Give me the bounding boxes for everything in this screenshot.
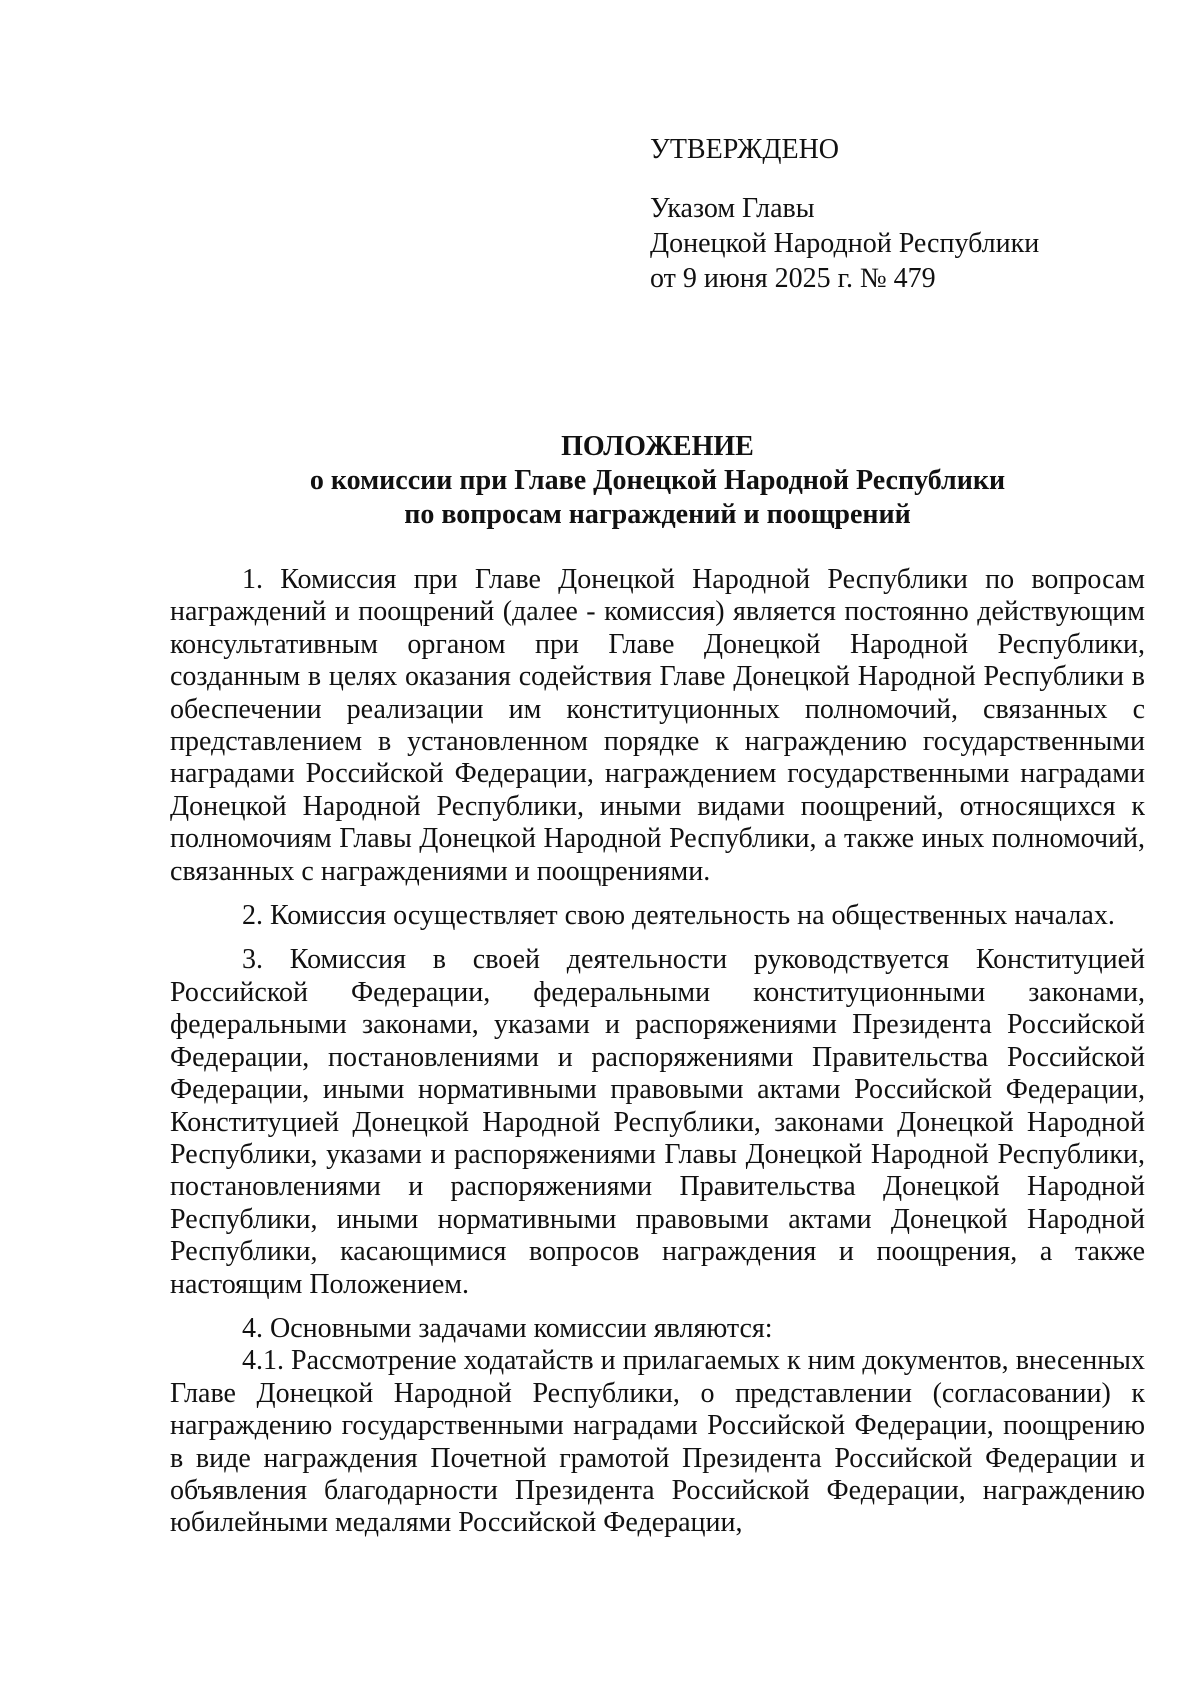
title-subtitle-1: о комиссии при Главе Донецкой Народной Республики — [309, 465, 1006, 496]
document-title — [170, 430, 1145, 532]
paragraph-2: 2. Комиссия осуществляет свою деятельность на общественных началах. — [242, 900, 1115, 932]
approval-line: Донецкой Народной Республики — [650, 228, 1040, 259]
approval-line: от 9 июня 2025 г. № 479 — [650, 263, 936, 294]
approval-heading: УТВЕРЖДЕНО — [650, 134, 840, 165]
paragraph-4: 4. Основными задачами комиссии являются: — [242, 1312, 773, 1344]
document-body — [170, 564, 1145, 1540]
paragraph-4-1: 4.1. Рассмотрение ходатайств и прилагаемых к ним документов, внесенных Главе Донецкой Народной Республики, о представлении (согласовании) к награждению государственными наградами Российской Федерации, поощрению в виде награждения Почетной грамотой Президента Российской Федерации и объявления благодарности Президента Российской Федерации, награждению юбилейными медалями Российской Федерации, — [170, 1345, 1145, 1539]
approval-stamp — [650, 132, 1039, 296]
approval-line: Указом Главы — [650, 193, 815, 224]
paragraph-1: 1. Комиссия при Главе Донецкой Народной Республики по вопросам награждений и поощрений (далее - комиссия) является постоянно действующим консультативным органом при Главе Донецкой Народной Республики, созданным в целях оказания содействия Главе Донецкой Народной Республики в обеспечении реализации им конституционных полномочий, связанных с представлением в установленном порядке к награждению государственными наградами Российской Федерации, награждением государственными наградами Донецкой Народной Республики, иными видами поощрений, относящихся к полномочиям Главы Донецкой Народной Республики, а также иных полномочий, связанных с награждениями и поощрениями. — [170, 564, 1145, 887]
paragraph-3: 3. Комиссия в своей деятельности руководствуется Конституцией Российской Федерации, федеральными конституционными законами, федеральными законами, указами и распоряжениями Президента Российской Федерации, постановлениями и распоряжениями Правительства Российской Федерации, иными нормативными правовыми актами Российской Федерации, Конституцией Донецкой Народной Республики, законами Донецкой Народной Республики, указами и распоряжениями Главы Донецкой Народной Республики, постановлениями и распоряжениями Правительства Донецкой Народной Республики, иными нормативными правовыми актами Донецкой Народной Республики, касающимися вопросов награждения и поощрения, а также настоящим Положением. — [170, 944, 1145, 1300]
title-main: ПОЛОЖЕНИЕ — [561, 431, 754, 462]
title-subtitle-2: по вопросам награждений и поощрений — [404, 499, 911, 530]
